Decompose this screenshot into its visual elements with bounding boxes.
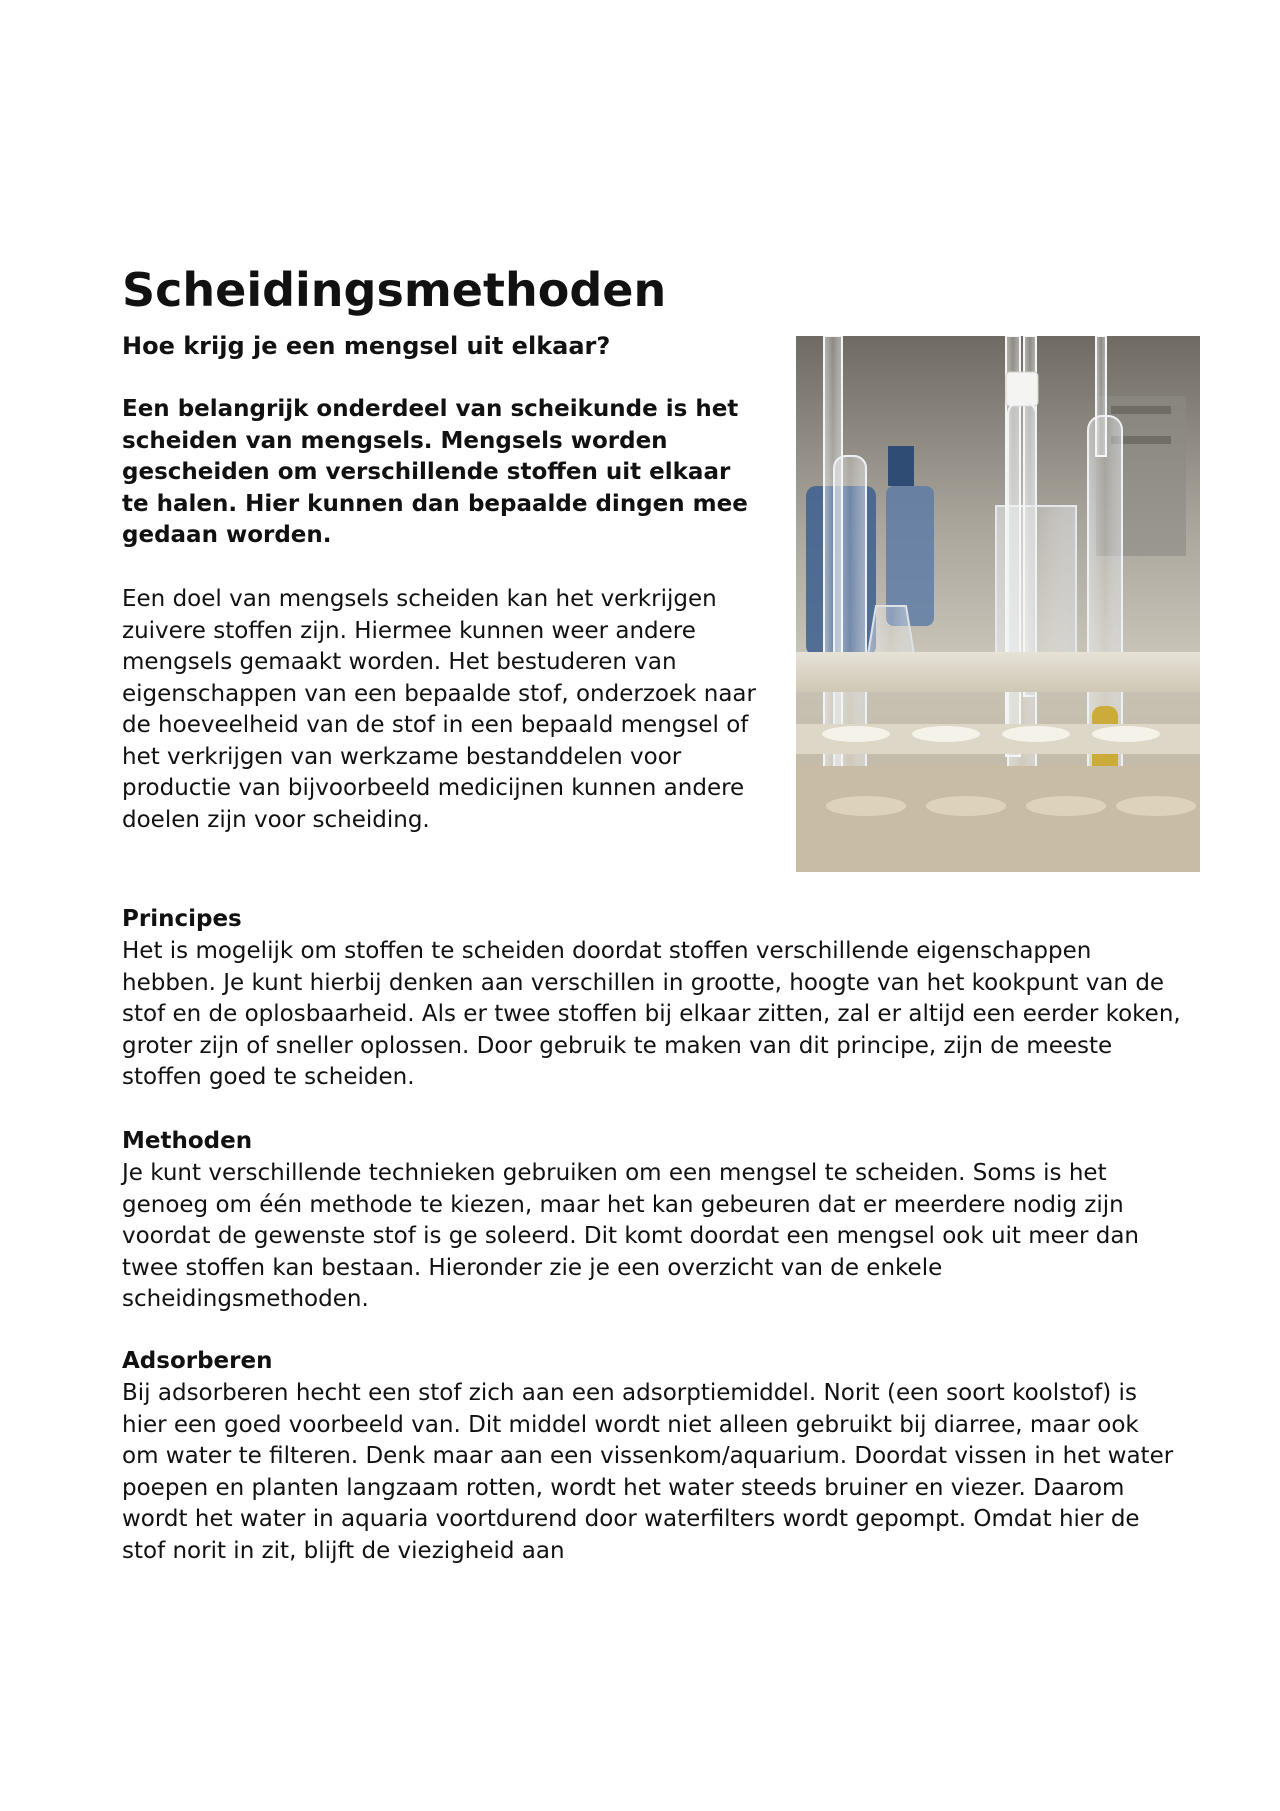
section-heading-adsorberen: Adsorberen (122, 1348, 273, 1374)
goals-paragraph: Een doel van mengsels scheiden kan het verkrijgen zuivere stoffen zijn. Hiermee kunnen weer andere mengsels gemaakt worden. Het bestuderen van eigenschappen van een bepaalde stof, onderzoek naar de hoeveelheid van de stof in een bepaald mengsel of het verkrijgen van werkzame bestanddelen voor productie van bijvoorbeeld medicijnen kunnen andere doelen zijn voor scheiding. (122, 586, 756, 833)
intro-paragraph: Een belangrijk onderdeel van scheikunde is het scheiden van mengsels. Mengsels worden gescheiden om verschillende stoffen uit elkaar te halen. Hier kunnen dan bepaalde dingen mee gedaan worden. (122, 396, 748, 548)
section-heading-principes: Principes (122, 906, 242, 932)
section-text-adsorberen: Bij adsorberen hecht een stof zich aan een adsorptiemiddel. Norit (een soort koolstof) is hier een goed voorbeeld van. Dit middel wordt niet alleen gebruikt bij diarree, maar ook om water te filteren. Denk maar aan een vissenkom/aquarium. Doordat vissen in het water poepen en planten langzaam rotten, wordt het water steeds bruiner en viezer. Daarom wordt het water in aquaria voortdurend door waterfilters wordt gepompt. Omdat hier de stof norit in zit, blijft de viezigheid aan (122, 1380, 1174, 1564)
page-title: Scheidingsmethoden (122, 263, 667, 317)
section-heading-methoden: Methoden (122, 1128, 253, 1154)
section-text-methoden: Je kunt verschillende technieken gebruiken om een mengsel te scheiden. Soms is het genoeg om één methode te kiezen, maar het kan gebeuren dat er meerdere nodig zijn voordat de gewenste stof is ge soleerd. Dit komt doordat een mengsel ook uit meer dan twee stoffen kan bestaan. Hieronder zie je een overzicht van de enkele scheidingsmethoden. (122, 1160, 1140, 1312)
section-text-principes: Het is mogelijk om stoffen te scheiden doordat stoffen verschillende eigenschappen hebben. Je kunt hierbij denken aan verschillen in grootte, hoogte van het kookpunt van de stof en de oplosbaarheid. Als er twee stoffen bij elkaar zitten, zal er altijd een eerder koken, groter zijn of sneller oplossen. Door gebruik te maken van dit principe, zijn de meeste stoffen goed te scheiden. (122, 938, 1181, 1090)
page-subtitle: Hoe krijg je een mengsel uit elkaar? (122, 332, 611, 360)
lab-glassware-photo (796, 336, 1200, 872)
